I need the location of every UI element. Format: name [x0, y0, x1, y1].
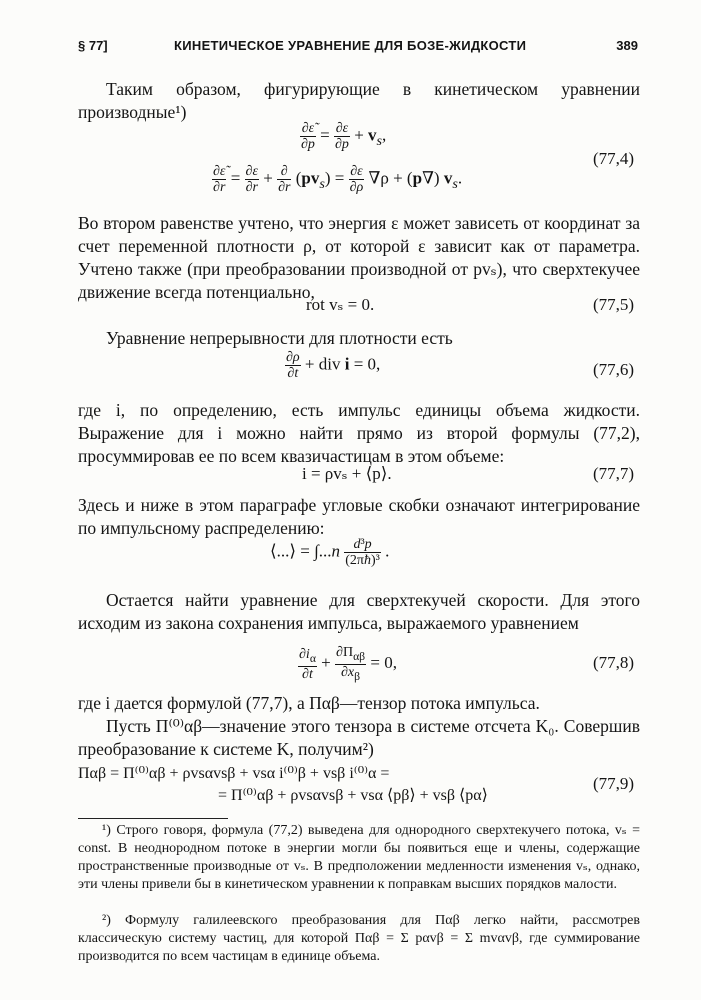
equation-number-77-5: (77,5) — [593, 295, 635, 314]
equation-number-77-8: (77,8) — [593, 653, 635, 672]
equation-angle-brackets: ⟨...⟩ = ∫...n $\frac{\text{d³p}}{\text{(2πħ)³}}$ . — [270, 537, 390, 568]
equation-number-77-9: (77,9) — [593, 774, 635, 793]
footnote-1: ¹) Строго говоря, формула (77,2) выведена для однородного сверхтекучего потока, vₛ = const. В неоднородном потоке в энергии могли бы появиться еще и члены, содержащие пространственные производные от vₛ. В предположении медленности изменения vₛ, однако, эти члены привели бы в кинетическом уравнении к поправкам высших порядков малости. — [78, 823, 640, 892]
paragraph-2: Во втором равенстве учтено, что энергия ε может зависеть от координат за счет переменной плотности ρ, от которой ε зависит как от параметра. Учтено также (при преобразовании производной от pvₛ), что сверхтекучее движение всегда потенциально, — [78, 213, 640, 302]
equation-number-77-7: (77,7) — [593, 464, 635, 483]
footnote-2: ²) Формулу галилеевского преобразования для Παβ легко найти, рассмотрев классическую систему частиц, для которой Παβ = Σ pαvβ = Σ mvαvβ, где суммирование производится по всем частицам в единице объема. — [78, 913, 640, 964]
equation-77-9-line-1: Παβ = Π⁽⁰⁾αβ + ρvsαvsβ + vsα i⁽⁰⁾β + vsβ i⁽⁰⁾α = — [78, 765, 390, 782]
paragraph-8: Пусть Π⁽⁰⁾αβ—значение этого тензора в системе отсчета K₀. Совершив преобразование к системе K, получим²) — [78, 716, 640, 759]
paragraph-1: Таким образом, фигурирующие в кинетическом уравнении производные¹) — [78, 79, 640, 122]
equation-number-77-4: (77,4) — [593, 149, 635, 168]
page-number: 389 — [616, 38, 638, 53]
equation-77-9-line-2: = Π⁽⁰⁾αβ + ρvsαvsβ + vsα ⟨pβ⟩ + vsβ ⟨pα⟩ — [218, 787, 488, 804]
chapter-title: КИНЕТИЧЕСКОЕ УРАВНЕНИЕ ДЛЯ БОЗЕ-ЖИДКОСТИ — [174, 38, 527, 53]
paragraph-6: Остается найти уравнение для сверхтекучей скорости. Для этого исходим из закона сохранения импульса, выражаемого уравнением — [78, 590, 640, 633]
running-header — [78, 38, 638, 58]
paragraph-7: где i дается формулой (77,7), а Παβ—тензор потока импульса. — [78, 693, 540, 713]
equation-77-6: $\frac{\partial\rho}{\partial t}$ + div i = 0, — [286, 350, 381, 381]
paragraph-4: где i, по определению, есть импульс единицы объема жидкости. Выражение для i можно найти прямо из второй формулы (77,2), просуммировав ее по всем квазичастицам в этом объеме: — [78, 400, 640, 466]
paragraph-3: Уравнение непрерывности для плотности есть — [106, 328, 453, 348]
equation-77-7: i = ρvₛ + ⟨p⟩. — [302, 464, 392, 483]
equation-number-77-6: (77,6) — [593, 360, 635, 379]
equation-77-4-line-1: $\frac{\partial\varepsiloñ}{\partial p}$ = $\frac{\partial\varepsilon}{\partial p}$ + $v_s$, — [301, 121, 387, 152]
equation-77-5: rot vₛ = 0. — [306, 295, 375, 314]
paragraph-5: Здесь и ниже в этом параграфе угловые скобки означают интегрирование по импульсному распределению: — [78, 495, 640, 538]
equation-77-4-line-2: $\frac{\partial\varepsiloñ}{\partial r}$ = $\frac{\partial\varepsilon}{\partial r}$ + ∂ ∂r $(pv_s)$ = $\frac{\partial\varepsilon}{\partial\rho}$ ∇ρ + (p∇) $v_s$. — [213, 164, 463, 195]
section-mark: § 77] — [78, 38, 108, 53]
equation-77-8: $\frac{\partial i_\alpha}{\partial t}$ + $\partial\Pi_{\alpha\beta}$ $\partial x_\beta$ = 0, — [299, 645, 397, 683]
footnote-divider — [78, 818, 228, 819]
